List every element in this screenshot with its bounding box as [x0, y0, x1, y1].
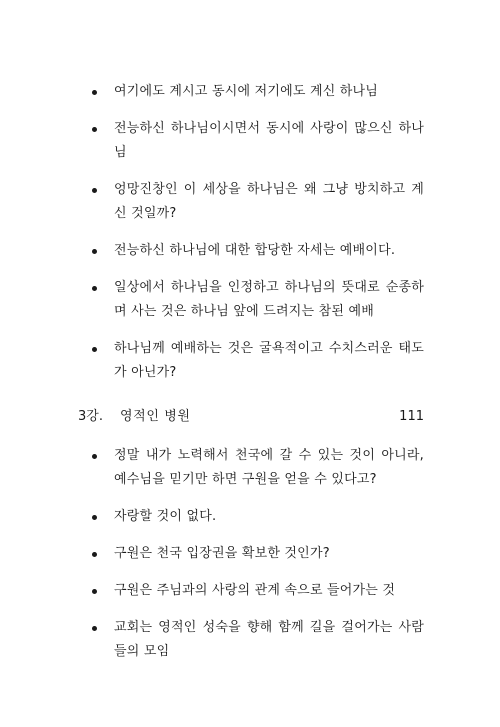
- chapter-heading: [78, 405, 424, 429]
- bullet-list-top: [92, 80, 424, 398]
- list-item-text: 구원은 천국 입장권을 확보한 것인가?: [114, 546, 330, 561]
- list-item: [92, 505, 424, 529]
- bullet-icon: [92, 626, 97, 631]
- bullet-list-bottom: [92, 444, 424, 677]
- bullet-icon: [92, 589, 97, 594]
- list-item: [92, 178, 424, 226]
- list-item: [92, 337, 424, 385]
- bullet-icon: [92, 454, 97, 459]
- chapter-title: 영적인 병원: [120, 409, 191, 424]
- list-item-text: 교회는 영적인 성숙을 향해 함께 길을 걸어가는 사람들의 모임: [114, 620, 424, 659]
- list-item-text: 여기에도 계시고 동시에 저기에도 계신 하나님: [114, 84, 379, 99]
- bullet-icon: [92, 286, 97, 291]
- bullet-icon: [92, 249, 97, 254]
- list-item-text: 자랑할 것이 없다.: [114, 509, 217, 524]
- chapter-page-number: 111: [399, 409, 424, 424]
- list-item-text: 일상에서 하나님을 인정하고 하나님의 뜻대로 순종하며 사는 것은 하나님 앞에 드려지는 참된 예배: [114, 280, 424, 319]
- list-item: [92, 239, 424, 263]
- list-item-text: 전능하신 하나님이시면서 동시에 사랑이 많으신 하나님: [114, 121, 424, 160]
- list-item: [92, 276, 424, 324]
- list-item-text: 정말 내가 노력해서 천국에 갈 수 있는 것이 아니라, 예수님을 믿기만 하면 구원을 얻을 수 있다고?: [114, 448, 424, 487]
- list-item-text: 엉망진창인 이 세상을 하나님은 왜 그냥 방치하고 계신 것일까?: [114, 182, 424, 221]
- list-item: [92, 616, 424, 664]
- bullet-icon: [92, 515, 97, 520]
- list-item-text: 구원은 주님과의 사랑의 관계 속으로 들어가는 것: [114, 583, 396, 598]
- bullet-icon: [92, 347, 97, 352]
- list-item: [92, 444, 424, 492]
- list-item-text: 전능하신 하나님에 대한 합당한 자세는 예배이다.: [114, 243, 396, 258]
- bullet-icon: [92, 552, 97, 557]
- chapter-label: 3강.: [78, 409, 103, 424]
- list-item: [92, 579, 424, 603]
- list-item: [92, 80, 424, 104]
- list-item-text: 하나님께 예배하는 것은 굴욕적이고 수치스러운 태도가 아닌가?: [114, 341, 424, 380]
- bullet-icon: [92, 188, 97, 193]
- bullet-icon: [92, 127, 97, 132]
- list-item: [92, 542, 424, 566]
- bullet-icon: [92, 90, 97, 95]
- list-item: [92, 117, 424, 165]
